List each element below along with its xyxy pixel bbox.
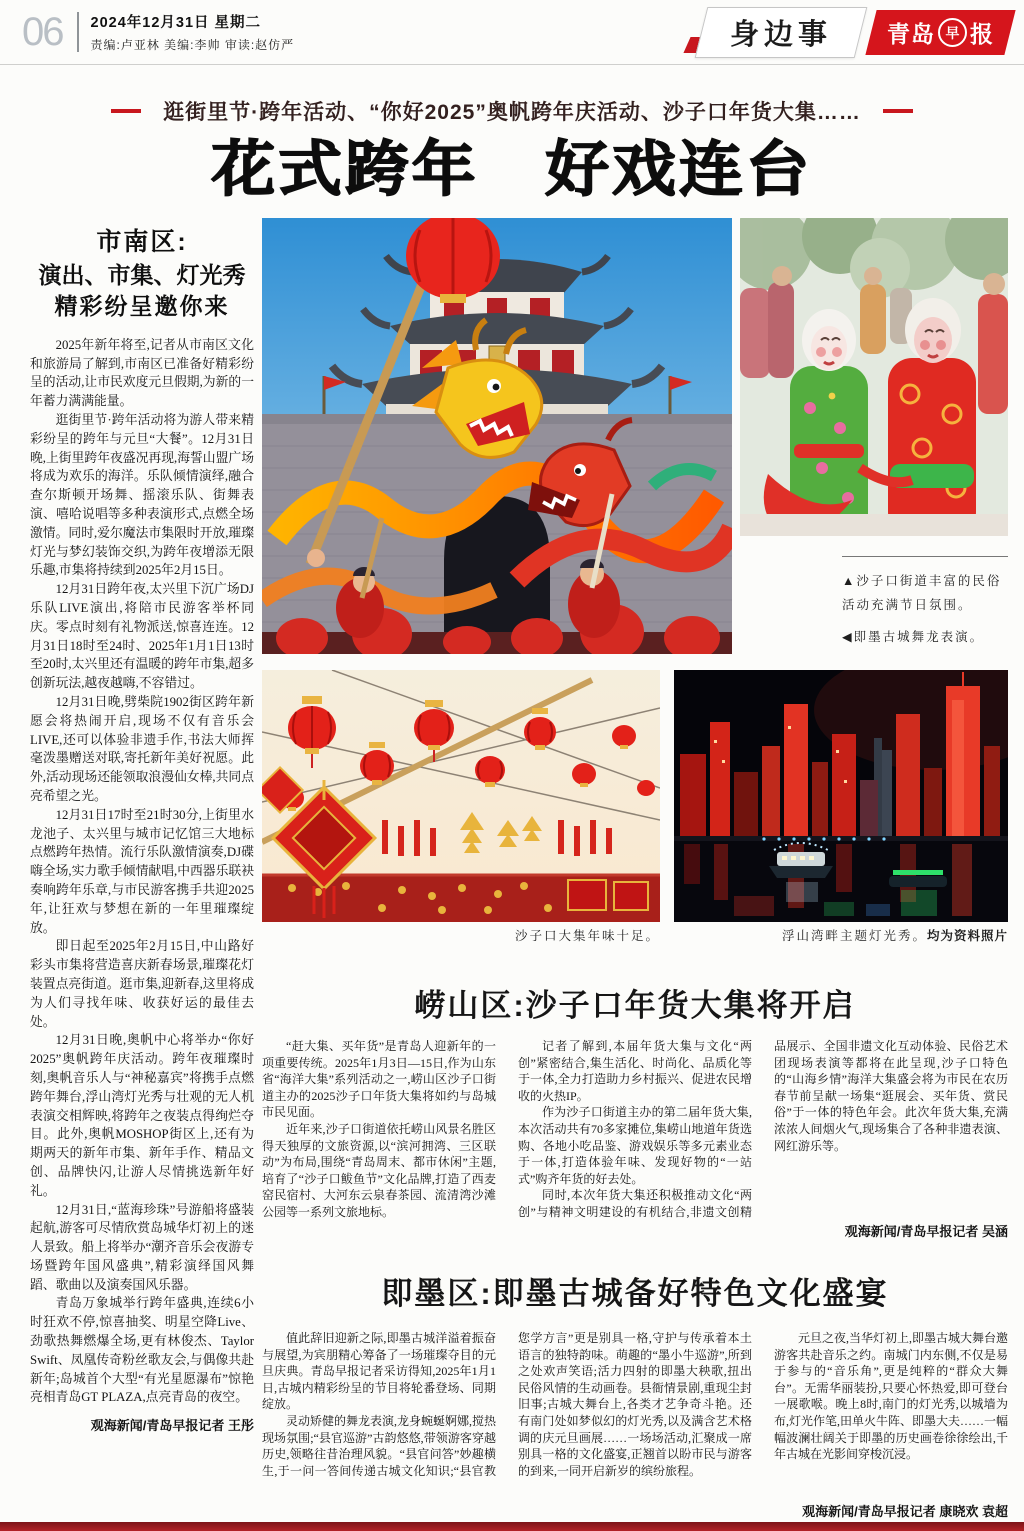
photo-night-light-show	[674, 670, 1008, 922]
kicker-rule-left	[111, 109, 141, 113]
shinan-paragraph: 逛街里节·跨年活动将为游人带来精彩纷呈的跨年与元旦“大餐”。12月31日晚,上街里跨年夜盛况再现,海誓山盟广场将成为欢乐的海洋。乐队倾情演绎,融合查尔斯顿开场舞、摇滚乐队、街舞表演、嘻哈说唱等多种表演形式,点燃全场激情。同时,爱尔魔法市集限时开放,璀璨灯光与梦幻装饰交织,为跨年夜增添无限乐趣,市集将持续到2025年2月15日。	[30, 413, 254, 578]
laoshan-paragraph: 同时,本次年货大集还积极推动文化“两创”与精神文明建设的有机结合,非遗文创精品展示、全国非遗文化互动体验、民俗艺术团现场表演等都将在此呈现,沙子口特色的“山海乡情”海洋大集盛会将为市民在农历春节前呈献一场集“逛展会、买年货、赏民俗”于一体的特色年会。此次年货大集,充满浓浓人间烟火气,现场集合了各种非遗表演、网红游乐等。	[518, 1039, 1008, 1219]
caption-jimo-dragon: ◀即墨古城舞龙表演。	[842, 630, 985, 644]
shinan-paragraph: 即日起至2025年2月15日,中山路好彩头市集将营造喜庆新春场景,璀璨花灯装置点亮街道。逛市集,迎新春,这里将成为人们寻找年味、收获好运的最佳去处。	[30, 939, 254, 1029]
masthead-logo-circle: 早	[938, 18, 967, 47]
caption-night	[674, 926, 1008, 944]
masthead-part2: 报	[970, 20, 994, 47]
masthead-logo	[865, 10, 1015, 55]
photo-night-light-show-illustration	[674, 670, 1008, 922]
caption-divider	[842, 556, 1008, 557]
issue-date: 2024年12月31日 星期二	[90, 15, 262, 31]
article-jimo-title: 即墨区:即墨古城备好特色文化盛宴	[381, 1276, 889, 1311]
shinan-paragraph: 青岛万象城举行跨年盛典,连续6小时狂欢不停,惊喜抽奖、明星空降Live、劲歌热舞燃爆全场,更有林俊杰、Taylor Swift、凤凰传奇粉丝歌友会,与偶像共赴新年;岛城首个大型“有光星愿瀑布”惊艳亮相青岛GT PLAZA,点亮青岛的夜空。	[30, 1296, 254, 1405]
shinan-title-line1: 市南区:	[96, 228, 188, 256]
caption-night-text: 浮山湾畔主题灯光秀。	[781, 929, 927, 943]
laoshan-byline: 观海新闻/青岛早报记者 吴涵	[835, 1221, 1008, 1240]
page-number: 06	[22, 10, 63, 54]
jimo-byline: 观海新闻/青岛早报记者 康晓欢 袁超	[792, 1501, 1008, 1520]
right-content-area	[262, 218, 1008, 1522]
main-headline: 花式跨年 好戏连台	[211, 136, 813, 203]
shinan-title-line3: 精彩纷呈邀你来	[54, 292, 230, 319]
header-vertical-rule	[77, 12, 79, 52]
jimo-paragraph: 灵动矫健的舞龙表演,龙身蜿蜒婀娜,搅热现场氛围;“县官巡游”古韵悠悠,带领游客穿越历史,领略往昔治理风貌。“县官问答”妙趣横生,于一问一答间传递古城文化知识;“县官教您学方言”更是别具一格,守护与传承着本土语言的独特韵味。萌趣的“墨小牛巡游”,所到之处欢声笑语;活力四射的即墨大秧歌,扭出民俗风情的生动画卷。县衙情景剧,重现尘封旧事;古城大舞台上,各类才艺争奇斗艳。还有南门处如梦似幻的灯光秀,以及满含艺术格调的庆元旦画展……一场场活动,汇聚成一席别具一格的文化盛宴,正翘首以盼市民与游客的到来,一同开启新岁的缤纷旅程。	[262, 1331, 752, 1478]
caption-sazikou-folk: ▲沙子口街道丰富的民俗活动充满节日氛围。	[842, 574, 1002, 612]
photo-dragon-dance-illustration	[262, 218, 732, 654]
header-tags	[687, 7, 1010, 58]
shinan-paragraph: 12月31日晚,奥帆中心将举办“你好2025”奥帆跨年庆活动。跨年夜璀璨时刻,奥帆音乐人与“神秘嘉宾”将携手点燃跨年舞台,浮山湾灯光秀与壮观的无人机表演交相辉映,将跨年之夜装点得绚烂夺目。此外,奥帆MOSHOP街区上,还有为期两天的新年市集、新年手作、精品文创、品牌快闪,让游人尽情挑选新年好礼。	[30, 1033, 254, 1198]
photo-dragon-dance-gate	[262, 218, 732, 654]
laoshan-paragraph: 作为沙子口街道主办的第二届年货大集,本次活动共有70多家摊位,集崂山地道年货选购、各地小吃品鉴、游戏娱乐等多元素业态于一体,打造体验年味、发现好物的“一站式”购齐年货的好去处。	[518, 1105, 752, 1186]
shinan-paragraph: 2025年新年将至,记者从市南区文化和旅游局了解到,市南区已准备好精彩纷呈的活动,让市民欢度元旦假期,为新的一年蓄力满满能量。	[30, 337, 254, 409]
article-laoshan-body	[262, 1038, 1008, 1240]
kicker: 逛街里节·跨年活动、“你好2025”奥帆跨年庆活动、沙子口年货大集……	[163, 101, 861, 124]
header-divider	[0, 64, 1024, 65]
laoshan-paragraph: 记者了解到,本届年货大集与文化“两创”紧密结合,集生活化、时尚化、品质化等于一体,全力打造助力乡村振兴、促进农民增收的火热IP。	[518, 1039, 752, 1103]
article-shinan-title	[30, 226, 254, 322]
page-header	[22, 6, 1010, 58]
shinan-paragraph: 12月31日,“蓝海珍珠”号游船将盛装起航,游客可尽情欣赏岛城华灯初上的迷人景致。船上将举办“潮齐音乐会夜游专场暨跨年国风盛典”,精彩演绎国风舞蹈、歌曲以及演奏国风乐器。	[30, 1202, 254, 1292]
laoshan-paragraph: “赶大集、买年货”是青岛人迎新年的一项重要传统。2025年1月3日—15日,作为山东省“海洋大集”系列活动之一,崂山区沙子口街道主办的2025沙子口年货大集将如约与岛城市民见面。	[262, 1039, 496, 1120]
caption-market: 沙子口大集年味十足。	[514, 929, 660, 943]
shinan-title-line2: 演出、市集、灯光秀	[38, 261, 246, 288]
shinan-paragraph: 12月31日晚,劈柴院1902街区跨年新愿会将热闹开启,现场不仅有音乐会LIVE,还可以体验非遗手作,书法大师挥毫泼墨赠送对联,寄托新年美好祝愿。此外,活动现场还能领取浪漫仙女棒,共同点亮希望之光。	[30, 694, 254, 803]
article-shinan	[30, 226, 254, 1434]
shinan-paragraph: 12月31日17时至21时30分,上街里水龙池子、太兴里与城市记忆馆三大地标点燃跨年热情。流行乐队激情演奏,DJ碟嗨全场,实力歌手倾情献唱,中西器乐联袂奏响跨年乐章,与市民游客携手共迎2025年,让狂欢与梦想在新的一年里璀璨绽放。	[30, 807, 254, 935]
article-laoshan-title: 崂山区:沙子口年货大集将开启	[414, 988, 856, 1023]
shoreline	[674, 836, 1008, 841]
section-tag	[695, 7, 868, 58]
jimo-paragraph: 元旦之夜,当华灯初上,即墨古城大舞台邀游客共赴音乐之约。南城门内东侧,不仅是易于参与的“音乐角”,更是纯粹的“群众大舞台”。无需华丽装扮,只要心怀热爱,即可登台一展歌喉。晚上8时,南门的灯光秀,以城墙为布,灯光作笔,田单火牛阵、即墨大夫……一幅幅波澜壮阔关于即墨的历史画卷徐徐绘出,千年古城在光影间穿梭沉浸。	[774, 1331, 1008, 1462]
issue-editors: 责编:卢亚林 美编:李帅 审读:赵仿严	[90, 38, 295, 52]
kicker-rule-right	[883, 109, 913, 113]
jimo-paragraph: 值此辞旧迎新之际,即墨古城洋溢着振奋与展望,为宾朋精心筹备了一场璀璨夺目的元旦庆典。青岛早报记者采访得知,2025年1月1日,古城内精彩纷呈的节目将轮番登场、同期绽放。	[262, 1331, 496, 1412]
issue-info	[91, 11, 295, 53]
masthead-inner	[887, 16, 994, 49]
shinan-paragraph: 12月31日跨年夜,太兴里下沉广场DJ乐队LIVE演出,将陪市民游客举杯同庆。零点时刻有礼物派送,惊喜连连。12月31日18时至24时、2025年1月1日13时至20时,太兴里还有温暖的跨年市集,超多创新玩法,越夜越嗨,不容错过。	[30, 582, 254, 691]
article-jimo-body	[262, 1330, 1008, 1520]
bottom-red-bar	[0, 1522, 1024, 1531]
laoshan-paragraph: 近年来,沙子口街道依托崂山风景名胜区得天独厚的文旅资源,以“滨河拥湾、三区联动”为布局,围绕“青岛周末、都市休闲”主题,培育了“沙子口鲅鱼节”文化品牌,打造了西麦窑民宿村、大河东云泉春茶园、流清湾沙滩公园等一系列文旅地标。	[262, 1121, 496, 1219]
shinan-byline: 观海新闻/青岛早报记者 王彤	[90, 1418, 254, 1434]
photo-folk-performers	[740, 218, 1008, 536]
caption-credit: 均为资料照片	[926, 929, 1008, 943]
photo-lantern-market-illustration	[262, 670, 660, 922]
masthead-part1: 青岛	[887, 20, 935, 47]
photo-folk-performers-illustration	[740, 218, 1008, 536]
caption-top-block	[842, 556, 1008, 657]
ground	[740, 514, 1008, 536]
photo-lantern-market	[262, 670, 660, 922]
section-tag-label: 身边事	[729, 18, 832, 51]
